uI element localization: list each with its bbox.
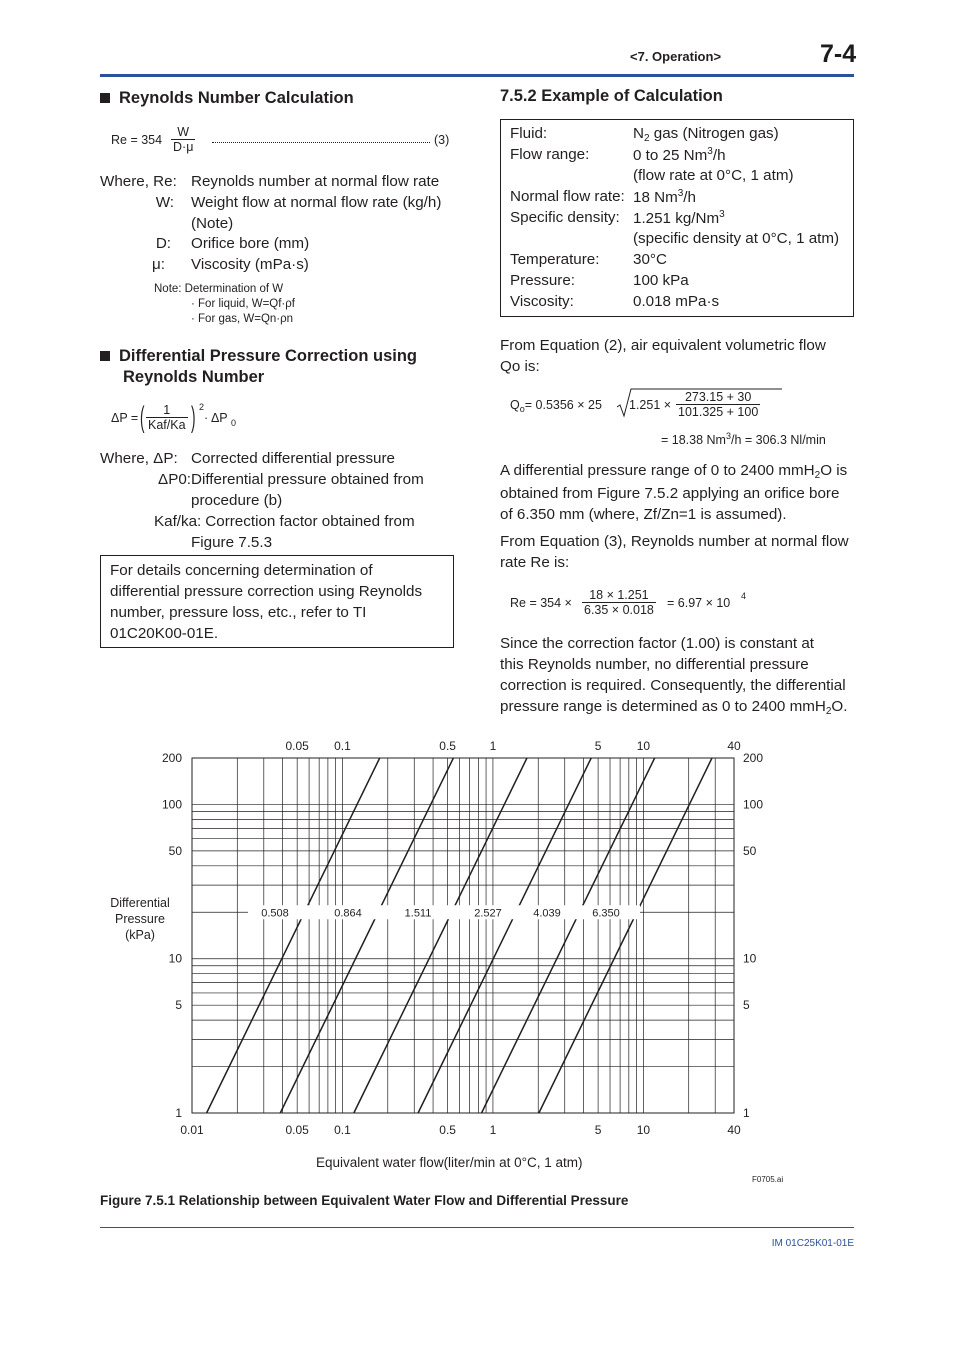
series-label: 0.864 — [334, 907, 362, 920]
y-tick-label: 200 — [161, 751, 182, 765]
eq-dp-fraction: 1 Kaf/Ka — [148, 403, 186, 432]
table-row: Fluid: — [510, 125, 548, 142]
note-block: Note: Determination of W · For liquid, W=Qf·ρf · For gas, W=Qn·ρn — [154, 283, 295, 325]
x-tick-label-top: 0.5 — [439, 739, 456, 753]
x-tick-label-top: 1 — [489, 739, 497, 753]
x-tick-label: 0.05 — [285, 1123, 309, 1137]
x-tick-label: 10 — [636, 1123, 651, 1137]
x-tick-label: 40 — [727, 1123, 741, 1137]
x-tick-label-top: 0.05 — [285, 739, 309, 753]
paragraph-re: From Equation (3), Reynolds number at normal flow rate Re is: — [500, 533, 849, 571]
series-label: 4.039 — [533, 907, 561, 920]
example-heading: 7.5.2 Example of Calculation — [500, 87, 723, 105]
series-label: 2.527 — [474, 907, 502, 920]
paragraph-dp-range: A differential pressure range of 0 to 2400 mmH2O is obtained from Figure 7.5.2 applying an orifice bore of 6.350 mm (where, Zf/Zn=1 is assumed). — [500, 462, 848, 523]
x-axis-title: Equivalent water flow(liter/min at 0°C, 1 atm) — [316, 1155, 583, 1170]
x-tick-label: 0.01 — [180, 1123, 204, 1137]
x-tick-label-top: 10 — [636, 739, 651, 753]
x-tick-label: 0.1 — [334, 1123, 351, 1137]
eq-qo-fraction: $\frac{273.15 + 30}{101.325 + 100}$ — [678, 390, 759, 419]
equation-qo: $Q_o= 0.5356 \times 25$ 1.251 × $\frac{273.15 + 30}{101.325 + 100}$ = 18.38 $Nm^3/h = 306.3$ Nl/min — [510, 390, 826, 448]
figure-file-tag: F0705.ai — [752, 1175, 784, 1184]
eq-re-fraction: $\frac{18 \times 1.251}{6.35 \times 0.018}$ — [584, 588, 654, 617]
x-tick-label-top: 40 — [727, 739, 741, 753]
figure-caption: Figure 7.5.1 Relationship between Equivalent Water Flow and Differential Pressure — [100, 1193, 629, 1208]
x-tick-label-top: 0.1 — [334, 739, 351, 753]
paragraph-qo: From Equation (2), air equivalent volumetric flow Qo is: — [500, 337, 826, 375]
equation-3: Re = 354 $\frac{W}{D\cdot\mu}$ (3) — [111, 125, 450, 154]
footer-rule — [100, 1227, 854, 1228]
y-tick-label-right: 50 — [743, 843, 757, 858]
eq3-fraction: $\frac{W}{D\cdot\mu}$ — [173, 125, 194, 154]
series-label: 6.350 — [592, 907, 620, 920]
series-label: 1.511 — [404, 907, 432, 920]
reynolds-heading: Reynolds Number Calculation — [100, 89, 354, 108]
equation-dp: ΔP = ( 1 Kaf/Ka ) 2 · ΔP 0 — [111, 401, 237, 434]
equation-re: Re = 354 × $\frac{18 \times 1.251}{6.35 \times 0.018}$ = 6.97 × 10 4 — [510, 588, 747, 617]
y-tick-label: 50 — [168, 843, 182, 858]
y-axis-title: Differential Pressure (kPa) — [110, 896, 170, 942]
series-label: 0.508 — [261, 907, 289, 920]
y-tick-label-right: 5 — [743, 998, 750, 1013]
paragraph-conclusion: Since the correction factor (1.00) is constant at this Reynolds number, no differential pressure correction is required. Consequently, the differential pressure range is determined as 0 to 2400 mmH2O. — [500, 635, 848, 717]
x-tick-label-top: 5 — [594, 739, 602, 753]
y-tick-label-right: 200 — [743, 751, 764, 765]
y-tick-label: 1 — [175, 1106, 182, 1120]
y-tick-label: 5 — [175, 998, 182, 1013]
dp-where-list: Where, ΔP: Corrected differential pressure ΔP0: Differential pressure obtained from procedure (b) Kaf/ka: Correction factor obtained from Figure 7.5.3 — [100, 450, 424, 551]
doc-id: IM 01C25K01-01E — [771, 1238, 854, 1249]
page-number: 7-4 — [820, 40, 857, 68]
section-label: <7. Operation> — [630, 49, 722, 64]
y-tick-label-right: 100 — [743, 797, 764, 812]
x-tick-label: 1 — [489, 1123, 497, 1137]
x-tick-label: 0.5 — [439, 1123, 456, 1137]
y-tick-label-right: 10 — [743, 951, 757, 966]
reynolds-where-list: Where, Re: Reynolds number at normal flow rate W: Weight flow at normal flow rate (kg/h) (Note) D: Orifice bore (mm) μ: Viscosity (mPa·s) — [100, 173, 442, 273]
x-tick-label: 5 — [594, 1123, 602, 1137]
y-tick-label: 100 — [161, 797, 182, 812]
y-tick-label: 10 — [168, 951, 182, 966]
info-box: For details concerning determination of differential pressure correction using Reynolds number, pressure loss, etc., refer to TI 01C20K00-01E. — [100, 555, 454, 648]
y-tick-label-right: 1 — [743, 1106, 750, 1120]
example-table: Fluid: N2 gas (Nitrogen gas) Flow range: 0 to 25 Nm$^3$/h (flow rate at 0°C, 1 atm) Normal flow rate: 18 Nm$^3$/h Specific density: 1.251 kg/Nm$^3$ (specific density at 0°C, 1 atm) Temperature: 30°C Pressure: 100 kPa Viscosity: 0.018 mPa·s — [500, 119, 854, 317]
dp-correction-heading: Differential Pressure Correction using Reynolds Number — [100, 346, 417, 388]
